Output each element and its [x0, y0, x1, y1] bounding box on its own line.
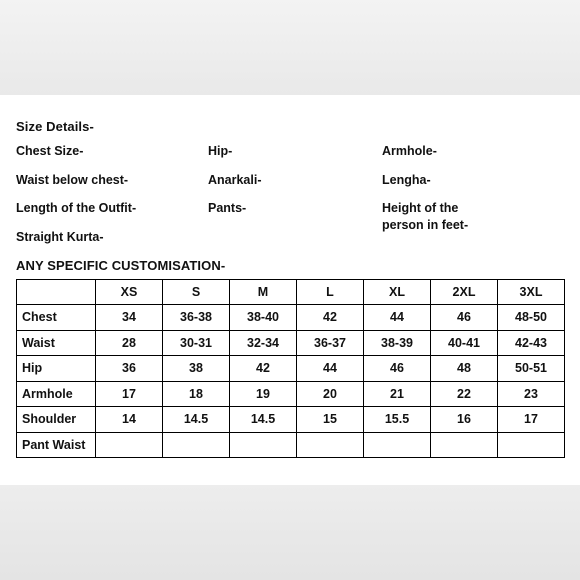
table-cell: 50-51	[498, 356, 565, 382]
table-cell: 48	[431, 356, 498, 382]
top-background-band	[0, 0, 580, 95]
height-field-line1: Height of the	[382, 201, 459, 215]
row-label: Hip	[17, 356, 96, 382]
outfit-length-field: Length of the Outfit-	[16, 201, 137, 215]
table-cell: 14	[96, 407, 163, 433]
header-corner-cell	[17, 280, 96, 305]
table-row	[17, 305, 565, 331]
customisation-heading: ANY SPECIFIC CUSTOMISATION-	[16, 258, 226, 273]
table-cell: 28	[96, 330, 163, 356]
table-cell: 46	[431, 305, 498, 331]
table-cell: 36-37	[297, 330, 364, 356]
chest-size-field: Chest Size-	[16, 144, 84, 158]
straight-kurta-field: Straight Kurta-	[16, 230, 104, 244]
table-cell	[364, 432, 431, 458]
table-cell: 14.5	[230, 407, 297, 433]
pants-field: Pants-	[208, 201, 247, 215]
table-cell	[498, 432, 565, 458]
table-cell: 36	[96, 356, 163, 382]
table-cell: 42	[297, 305, 364, 331]
size-chart-table	[16, 279, 565, 458]
table-row	[17, 381, 565, 407]
table-cell: 16	[431, 407, 498, 433]
table-cell: 19	[230, 381, 297, 407]
table-cell	[163, 432, 230, 458]
table-cell: 17	[498, 407, 565, 433]
table-cell: 15.5	[364, 407, 431, 433]
header-xl: XL	[364, 280, 431, 305]
table-row	[17, 356, 565, 382]
header-xs: XS	[96, 280, 163, 305]
header-2xl: 2XL	[431, 280, 498, 305]
table-cell: 23	[498, 381, 565, 407]
table-cell: 38-39	[364, 330, 431, 356]
header-m: M	[230, 280, 297, 305]
table-cell	[297, 432, 364, 458]
table-cell: 42	[230, 356, 297, 382]
row-label: Chest	[17, 305, 96, 331]
row-label: Waist	[17, 330, 96, 356]
table-cell: 40-41	[431, 330, 498, 356]
table-cell: 30-31	[163, 330, 230, 356]
table-header-row	[17, 280, 565, 305]
row-label: Shoulder	[17, 407, 96, 433]
table-cell: 34	[96, 305, 163, 331]
armhole-field: Armhole-	[382, 144, 437, 158]
table-cell: 42-43	[498, 330, 565, 356]
table-cell: 21	[364, 381, 431, 407]
table-cell: 44	[364, 305, 431, 331]
table-cell: 44	[297, 356, 364, 382]
header-s: S	[163, 280, 230, 305]
table-cell: 46	[364, 356, 431, 382]
waist-below-chest-field: Waist below chest-	[16, 173, 129, 187]
table-row	[17, 407, 565, 433]
header-3xl: 3XL	[498, 280, 565, 305]
table-cell: 38-40	[230, 305, 297, 331]
row-label: Pant Waist	[17, 432, 96, 458]
table-cell: 32-34	[230, 330, 297, 356]
size-details-heading: Size Details-	[16, 119, 94, 134]
table-cell: 17	[96, 381, 163, 407]
table-row	[17, 432, 565, 458]
hip-field: Hip-	[208, 144, 233, 158]
table-cell	[431, 432, 498, 458]
lengha-field: Lengha-	[382, 173, 431, 187]
table-row	[17, 330, 565, 356]
table-cell: 38	[163, 356, 230, 382]
table-cell: 15	[297, 407, 364, 433]
table-cell	[96, 432, 163, 458]
table-cell: 20	[297, 381, 364, 407]
height-field-line2: person in feet-	[382, 218, 469, 232]
table-cell	[230, 432, 297, 458]
table-cell: 36-38	[163, 305, 230, 331]
table-cell: 48-50	[498, 305, 565, 331]
header-l: L	[297, 280, 364, 305]
table-cell: 18	[163, 381, 230, 407]
table-cell: 22	[431, 381, 498, 407]
table-cell: 14.5	[163, 407, 230, 433]
row-label: Armhole	[17, 381, 96, 407]
bottom-background-band	[0, 485, 580, 580]
anarkali-field: Anarkali-	[208, 173, 262, 187]
